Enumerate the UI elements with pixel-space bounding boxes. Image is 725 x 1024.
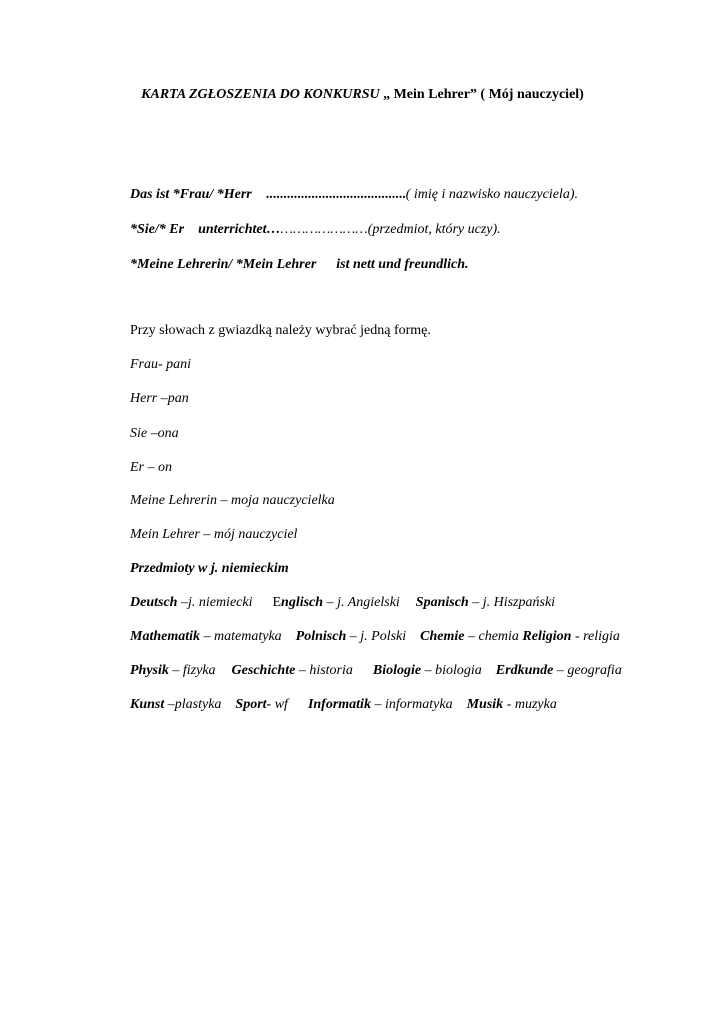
form-blank-subject: ………………… bbox=[280, 222, 368, 237]
subject-de: Chemie bbox=[420, 629, 465, 644]
subjects-row bbox=[130, 594, 555, 612]
form-label-nett: ist nett und freundlich. bbox=[336, 257, 469, 272]
form-hint-subject: (przedmiot, który uczy). bbox=[367, 222, 501, 237]
subject-de: Spanisch bbox=[415, 595, 469, 610]
subject-pl: – chemia bbox=[464, 629, 523, 644]
subject-pl: –j. niemiecki bbox=[177, 595, 253, 610]
form-label-frau-herr: Das ist *Frau/ *Herr bbox=[130, 187, 252, 202]
subject-de: Mathematik bbox=[130, 629, 201, 644]
subject-de: Kunst bbox=[130, 697, 165, 712]
glossary-item: Frau- pani bbox=[130, 357, 192, 372]
subject-pl: – fizyka bbox=[168, 663, 216, 678]
subject-de: Musik bbox=[466, 697, 504, 712]
subject-pl: – j. Hiszpański bbox=[468, 595, 556, 610]
instruction-text: Przy słowach z gwiazdką należy wybrać jedną formę. bbox=[130, 323, 431, 338]
form-blank-name: ........................................ bbox=[265, 187, 406, 202]
subject-pl: wf bbox=[271, 697, 288, 712]
title-part-1: KARTA ZGŁOSZENIA DO KONKURSU bbox=[141, 87, 380, 102]
glossary-item: Er – on bbox=[130, 460, 172, 475]
glossary-item: Sie –ona bbox=[130, 426, 179, 441]
subject-de: Deutsch bbox=[130, 595, 178, 610]
subject-de: Biologie bbox=[372, 663, 422, 678]
glossary-item: Meine Lehrerin – moja nauczycielka bbox=[130, 493, 335, 508]
form-line-description bbox=[130, 256, 469, 274]
subject-pl: – historia bbox=[295, 663, 353, 678]
subject-de: nglisch bbox=[281, 595, 324, 610]
glossary-item: Mein Lehrer – mój nauczyciel bbox=[130, 527, 298, 542]
form-label-lehrerin-lehrer: *Meine Lehrerin/ *Mein Lehrer bbox=[130, 257, 317, 272]
subject-pl: –plastyka bbox=[164, 697, 222, 712]
subject-de: Physik bbox=[130, 663, 169, 678]
glossary-item: Herr –pan bbox=[130, 391, 189, 406]
subject-pl: – biologia bbox=[421, 663, 482, 678]
subject-pl: - religia bbox=[571, 629, 620, 644]
subjects-heading: Przedmioty w j. niemieckim bbox=[130, 561, 289, 576]
subject-de: Erdkunde bbox=[495, 663, 554, 678]
subject-pl: – geografia bbox=[553, 663, 622, 678]
subject-de-initial: E bbox=[272, 595, 282, 610]
subject-pl: - muzyka bbox=[503, 697, 557, 712]
subject-de: Polnisch bbox=[295, 629, 347, 644]
subject-pl: – j. Polski bbox=[346, 629, 407, 644]
form-line-subject bbox=[130, 221, 501, 239]
form-hint-name: ( imię i nazwisko nauczyciela). bbox=[405, 187, 578, 202]
subject-de: Informatik bbox=[307, 697, 371, 712]
subject-pl: – matematyka bbox=[200, 629, 282, 644]
subjects-row bbox=[130, 628, 620, 646]
subject-pl: – informatyka bbox=[370, 697, 453, 712]
subject-de: Religion bbox=[522, 629, 572, 644]
page-title bbox=[0, 87, 725, 103]
form-label-sie-er: *Sie/* Er bbox=[130, 222, 185, 237]
form-label-unterrichtet: unterrichtet… bbox=[198, 222, 281, 237]
subjects-row bbox=[130, 696, 557, 714]
subject-de: Sport- bbox=[235, 697, 272, 712]
form-line-teacher-name bbox=[130, 186, 578, 204]
title-part-2: „ Mein Lehrer” ( Mój nauczyciel) bbox=[379, 87, 584, 102]
subject-de: Geschichte bbox=[231, 663, 296, 678]
subject-pl: – j. Angielski bbox=[323, 595, 400, 610]
subjects-row bbox=[130, 662, 622, 680]
